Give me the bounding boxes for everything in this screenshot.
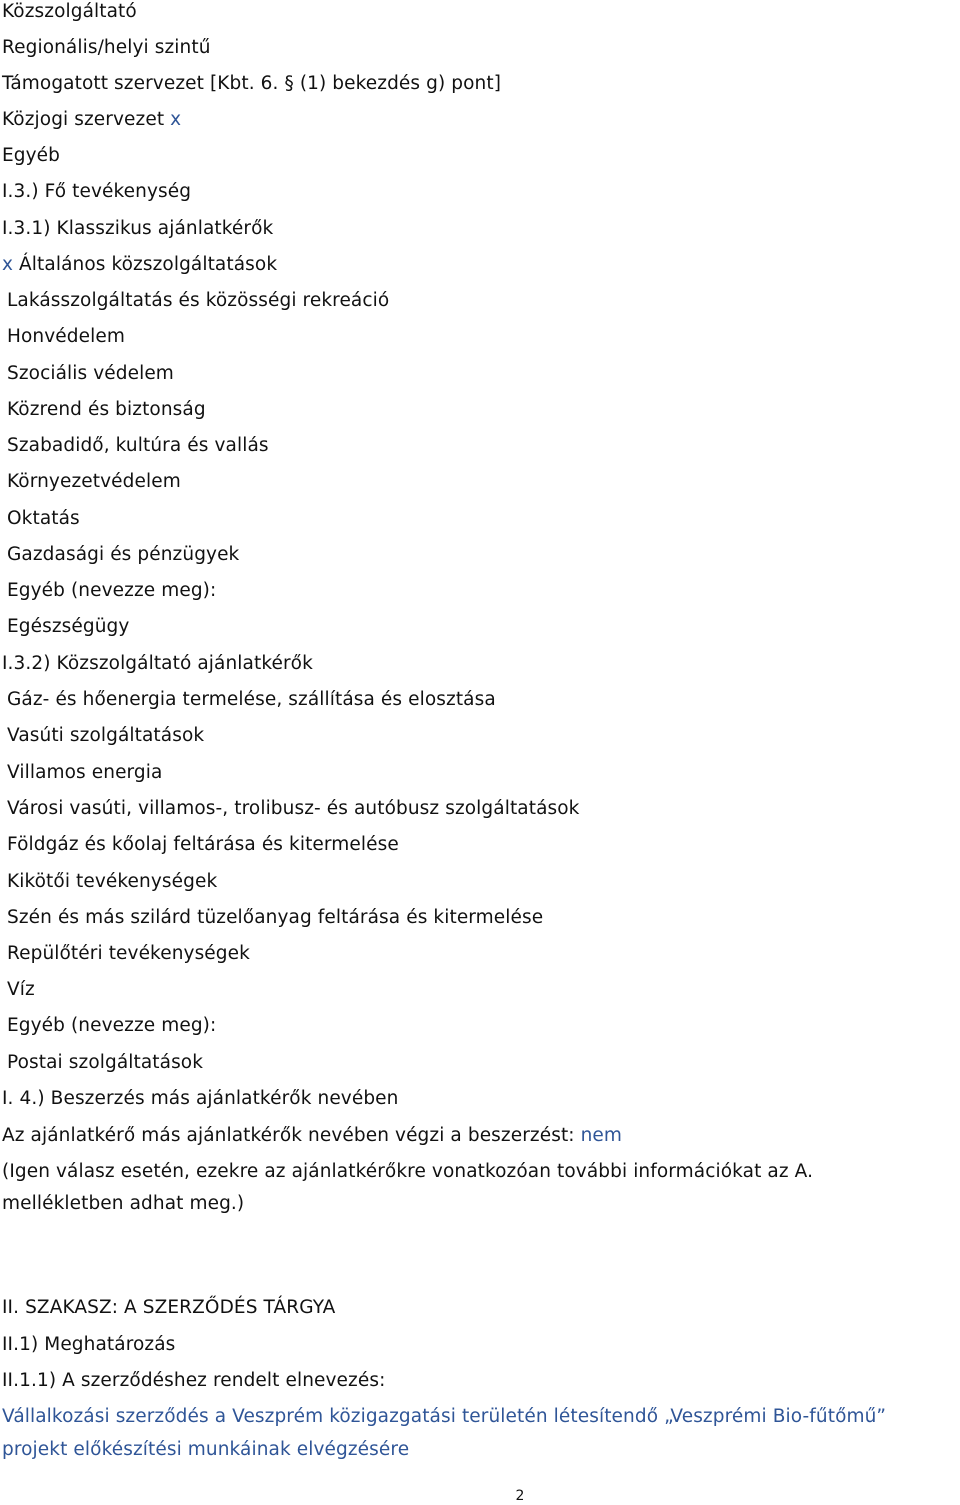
- question-text: Az ajánlatkérő más ajánlatkérők nevében végzi a beszerzést:: [2, 1125, 575, 1146]
- public-law-body-label: Közjogi szervezet: [2, 109, 165, 130]
- section-2-subheading: II.1) Meghatározás: [2, 1334, 176, 1355]
- authority-type-public-law-body: [2, 108, 181, 132]
- authority-type-regional: Regionális/helyi szintű: [2, 37, 211, 58]
- utility-item: Villamos energia: [7, 762, 163, 783]
- classic-authorities-heading: I.3.1) Klasszikus ajánlatkérők: [2, 218, 274, 239]
- classic-item: Szabadidő, kultúra és vallás: [7, 435, 269, 456]
- classic-item: Környezetvédelem: [7, 471, 181, 492]
- utility-item: Városi vasúti, villamos-, trolibusz- és autóbusz szolgáltatások: [7, 798, 580, 819]
- classic-item-label: Általános közszolgáltatások: [19, 254, 278, 275]
- section-2-heading: II. SZAKASZ: A SZERZŐDÉS TÁRGYA: [2, 1297, 336, 1318]
- classic-item: Közrend és biztonság: [7, 399, 206, 420]
- procurement-on-behalf-question: [2, 1124, 622, 1148]
- utility-item: Gáz- és hőenergia termelése, szállítása és elosztása: [7, 689, 496, 710]
- utility-authorities-heading: I.3.2) Közszolgáltató ajánlatkérők: [2, 653, 313, 674]
- main-activity-heading: I.3.) Fő tevékenység: [2, 181, 192, 202]
- utility-item: Egyéb (nevezze meg):: [7, 1015, 217, 1036]
- utility-item: Víz: [7, 979, 35, 1000]
- contract-name-label: II.1.1) A szerződéshez rendelt elnevezés:: [2, 1370, 386, 1391]
- classic-item: Szociális védelem: [7, 363, 174, 384]
- utility-item: Postai szolgáltatások: [7, 1052, 204, 1073]
- classic-item: Gazdasági és pénzügyek: [7, 544, 240, 565]
- utility-item: Repülőtéri tevékenységek: [7, 943, 250, 964]
- page-number: 2: [515, 1488, 525, 1504]
- contract-name-line1: Vállalkozási szerződés a Veszprém közigazgatási területén létesítendő „Veszprémi Bio-fűtőmű”: [2, 1406, 887, 1427]
- classic-item-general-services: [2, 253, 277, 277]
- utility-item: Vasúti szolgáltatások: [7, 725, 205, 746]
- authority-type-other: Egyéb: [2, 145, 61, 166]
- classic-item: Egyéb (nevezze meg):: [7, 580, 217, 601]
- contract-name-line2: projekt előkészítési munkáinak elvégzésére: [2, 1439, 410, 1460]
- procurement-note-line2: mellékletben adhat meg.): [2, 1193, 245, 1214]
- procurement-note-line1: (Igen válasz esetén, ezekre az ajánlatkérőkre vonatkozóan további információkat az A.: [2, 1161, 814, 1182]
- public-law-body-mark: x: [170, 109, 182, 130]
- classic-item: Honvédelem: [7, 326, 125, 347]
- classic-item: Oktatás: [7, 508, 80, 529]
- utility-item: Kikötői tevékenységek: [7, 871, 218, 892]
- general-services-mark: x: [2, 254, 14, 275]
- authority-type-public-utility: Közszolgáltató: [2, 1, 137, 22]
- classic-item: Egészségügy: [7, 616, 130, 637]
- classic-item: Lakásszolgáltatás és közösségi rekreáció: [7, 290, 390, 311]
- authority-type-supported-org: Támogatott szervezet [Kbt. 6. § (1) bekezdés g) pont]: [2, 73, 502, 94]
- procurement-on-behalf-heading: I. 4.) Beszerzés más ajánlatkérők nevében: [2, 1088, 399, 1109]
- utility-item: Szén és más szilárd tüzelőanyag feltárása és kitermelése: [7, 907, 544, 928]
- utility-item: Földgáz és kőolaj feltárása és kitermelése: [7, 834, 399, 855]
- answer-value: nem: [580, 1125, 623, 1146]
